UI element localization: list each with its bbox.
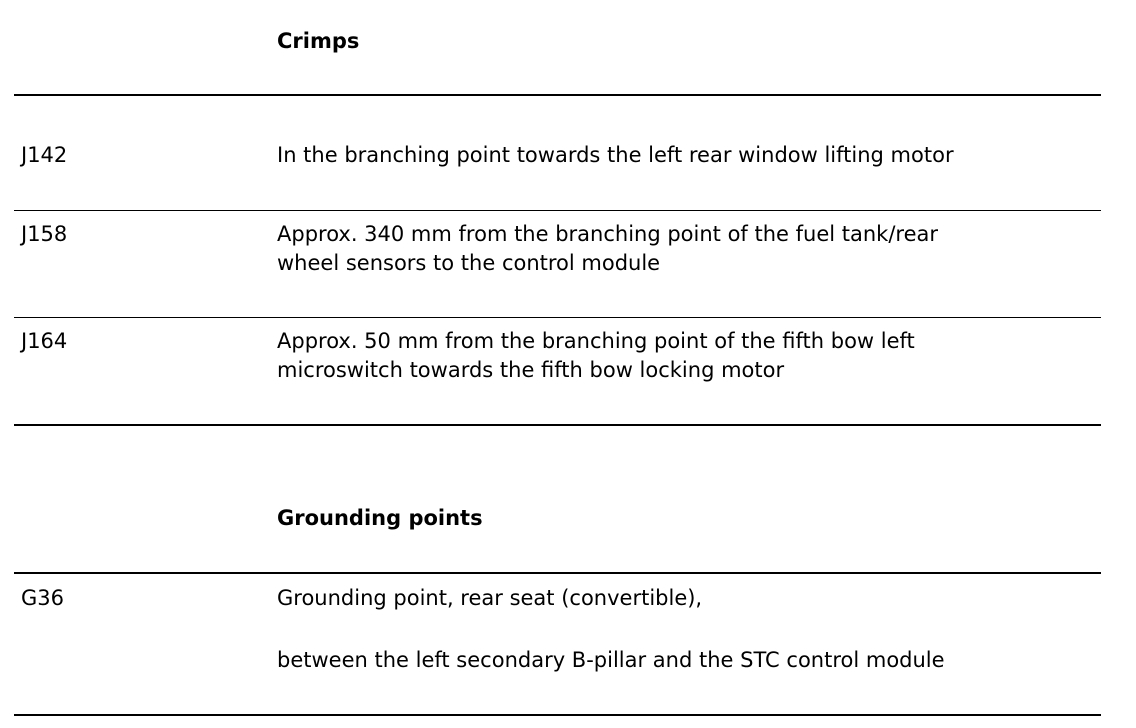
row-code: J142 [21, 143, 68, 167]
section-heading-grounding-points: Grounding points [277, 506, 483, 530]
section-heading-crimps: Crimps [277, 29, 360, 53]
row-description: In the branching point towards the left rear window lifting motor [277, 143, 954, 167]
row-description: between the left secondary B-pillar and the STC control module [277, 648, 945, 672]
table-bottom-rule [14, 424, 1101, 426]
row-divider [14, 210, 1101, 211]
table-bottom-rule [14, 714, 1101, 716]
row-description: microswitch towards the fifth bow locking motor [277, 358, 785, 382]
table-top-rule [14, 94, 1101, 96]
row-description: wheel sensors to the control module [277, 251, 661, 275]
row-divider [14, 317, 1101, 318]
row-code: G36 [21, 586, 64, 610]
row-description: Approx. 50 mm from the branching point of the fifth bow left [277, 329, 915, 353]
row-code: J158 [21, 222, 68, 246]
row-description: Grounding point, rear seat (convertible), [277, 586, 703, 610]
row-description: Approx. 340 mm from the branching point of the fuel tank/rear [277, 222, 939, 246]
row-code: J164 [21, 329, 68, 353]
table-top-rule [14, 572, 1101, 574]
